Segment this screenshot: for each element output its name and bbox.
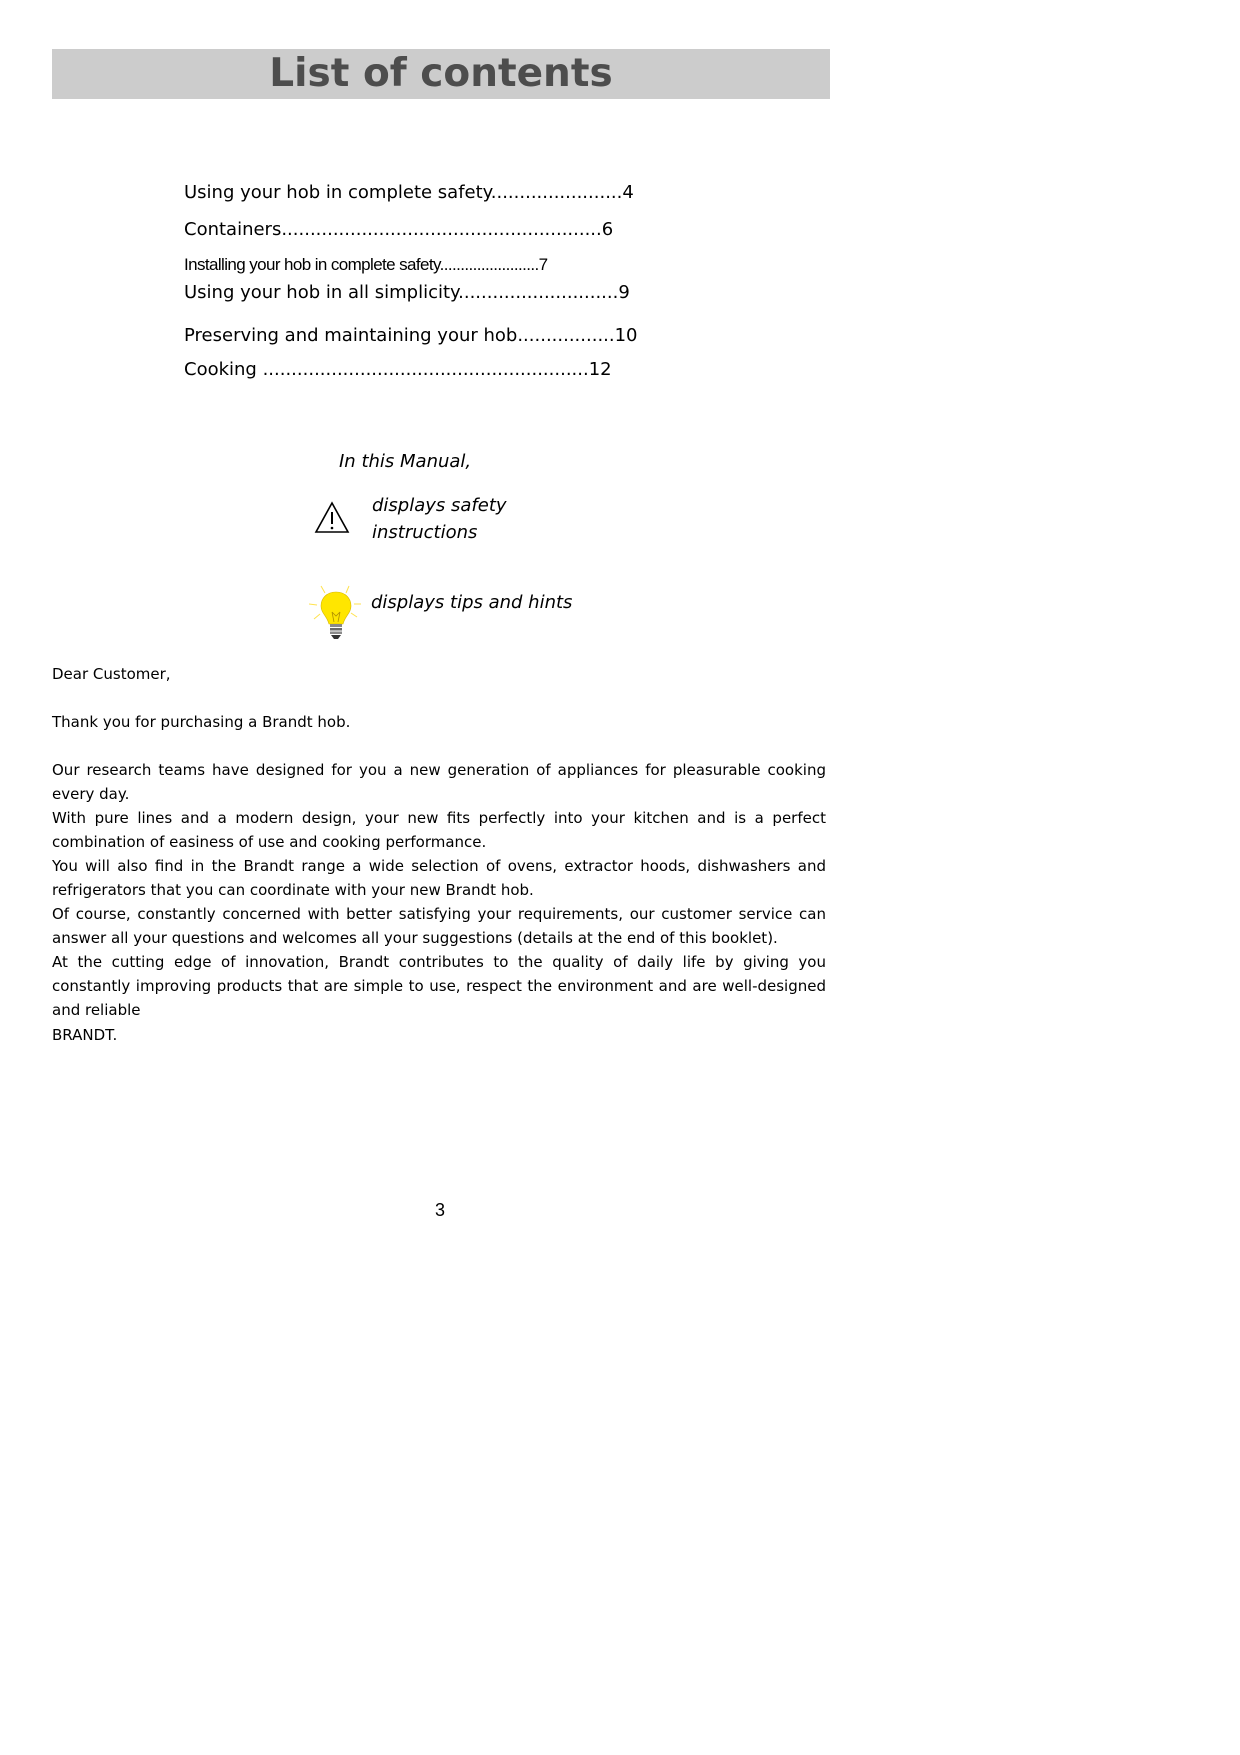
legend-tips: displays tips and hints bbox=[371, 592, 573, 613]
legend-safety-line-1: displays safety bbox=[372, 495, 507, 516]
toc-entry-using: Using your hob in all simplicity............................9 bbox=[184, 282, 630, 303]
legend-safety-line-2: instructions bbox=[372, 522, 478, 543]
signature: BRANDT. bbox=[52, 1026, 118, 1044]
thanks-line: Thank you for purchasing a Brandt hob. bbox=[52, 713, 351, 731]
letter-body bbox=[52, 758, 826, 1022]
warning-triangle-icon bbox=[314, 501, 350, 534]
paragraph-design: With pure lines and a modern design, your new fits perfectly into your kitchen and is a perfect combination of easiness of use and cooking performance. bbox=[52, 809, 826, 851]
paragraph-research: Our research teams have designed for you a new generation of appliances for pleasurable cooking every day. bbox=[52, 761, 826, 803]
paragraph-service: Of course, constantly concerned with better satisfying your requirements, our customer service can answer all your questions and welcomes all your suggestions (details at the end of this booklet). bbox=[52, 905, 826, 947]
paragraph-innovation: At the cutting edge of innovation, Brandt contributes to the quality of daily life by giving you constantly improving products that are simple to use, respect the environment and are well-designed and reliable bbox=[52, 953, 826, 1019]
toc-entry-preserving: Preserving and maintaining your hob.................10 bbox=[184, 325, 638, 346]
toc-entry-installing: Installing your hob in complete safety........................7 bbox=[184, 255, 548, 274]
toc-entry-safety: Using your hob in complete safety.......................4 bbox=[184, 182, 634, 203]
letter-signature bbox=[52, 1023, 826, 1047]
legend-heading: In this Manual, bbox=[339, 451, 472, 472]
page-number: 3 bbox=[434, 1200, 445, 1220]
lightbulb-icon bbox=[309, 584, 363, 646]
toc-entry-cooking: Cooking .........................................................12 bbox=[184, 359, 612, 380]
title-bar bbox=[52, 49, 830, 99]
toc-entry-containers: Containers........................................................6 bbox=[184, 219, 614, 240]
letter-thanks bbox=[52, 710, 826, 734]
letter-greeting bbox=[52, 662, 826, 686]
paragraph-range: You will also find in the Brandt range a wide selection of ovens, extractor hoods, dishwashers and refrigerators that you can coordinate with your new Brandt hob. bbox=[52, 857, 826, 899]
page-title: List of contents bbox=[269, 51, 613, 96]
greeting: Dear Customer, bbox=[52, 665, 171, 683]
